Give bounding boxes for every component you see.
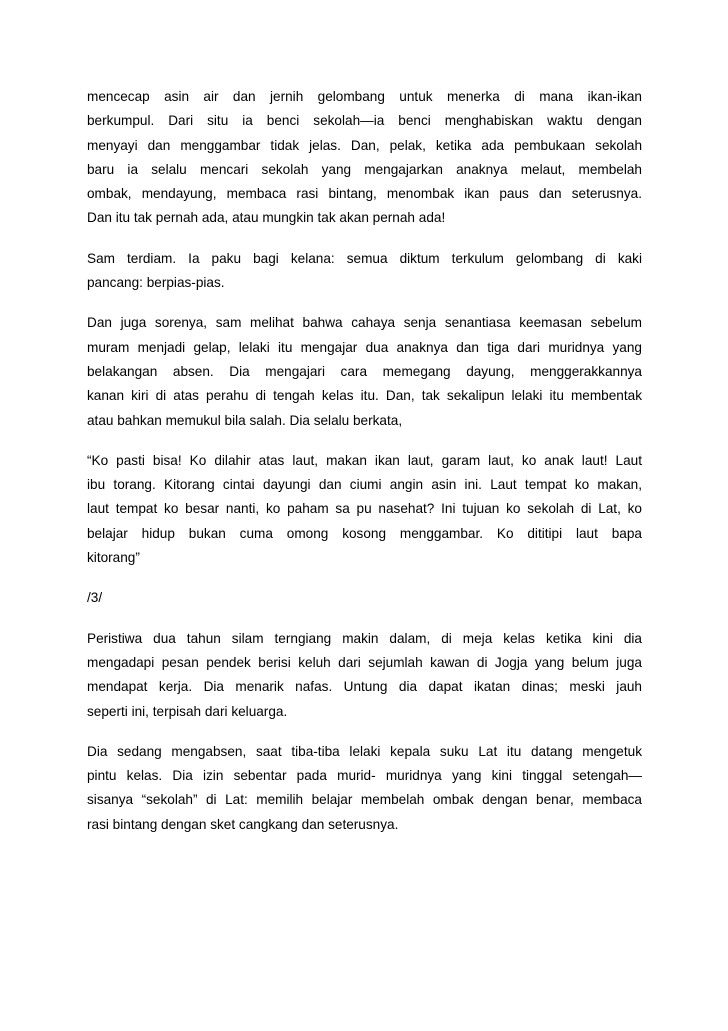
text-line: sisanya “sekolah” di Lat: memilih belajar membelah ombak dengan benar, membaca (87, 792, 642, 808)
text-line: kanan kiri di atas perahu di tengah kelas itu. Dan, tak sekalipun lelaki itu membentak (87, 388, 642, 404)
text-line: menyayi dan menggambar tidak jelas. Dan, pelak, ketika ada pembukaan sekolah (87, 137, 642, 153)
text-line: pancang: berpias-pias. (87, 275, 225, 291)
text-line: ombak, mendayung, membaca rasi bintang, menombak ikan paus dan seterusnya. (87, 186, 642, 202)
text-line: muram menjadi gelap, lelaki itu mengajar dua anaknya dan tiga dari muridnya yang (87, 339, 642, 355)
text-line: belajar hidup bukan cuma omong kosong menggambar. Ko dititipi laut bapa (87, 525, 642, 541)
text-line: Dia sedang mengabsen, saat tiba-tiba lelaki kepala suku Lat itu datang mengetuk (87, 743, 642, 759)
text-line: mencecap asin air dan jernih gelombang untuk menerka di mana ikan-ikan (87, 89, 642, 104)
text-line: berkumpul. Dari situ ia benci sekolah—ia benci menghabiskan waktu dengan (87, 113, 642, 129)
text-line: atau bahkan memukul bila salah. Dia selalu berkata, (87, 412, 403, 428)
paragraph-3 (87, 311, 642, 432)
text-line: mendapat kerja. Dia menarik nafas. Untung dia dapat ikatan dinas; meski jauh (87, 679, 642, 695)
text-line: baru ia selalu mencari sekolah yang mengajarkan anaknya melaut, membelah (87, 161, 642, 177)
paragraph-6 (87, 740, 642, 837)
text-line: Sam terdiam. Ia paku bagi kelana: semua diktum terkulum gelombang di kaki (87, 250, 642, 266)
text-line: pintu kelas. Dia izin sebentar pada murid- muridnya yang kini tinggal setengah— (87, 768, 642, 784)
text-line: rasi bintang dengan sket cangkang dan seterusnya. (87, 816, 399, 832)
text-line: mengadapi pesan pendek berisi keluh dari sejumlah kawan di Jogja yang belum juga (87, 654, 642, 670)
text-line: “Ko pasti bisa! Ko dilahir atas laut, makan ikan laut, garam laut, ko anak laut! Laut (87, 452, 642, 468)
paragraph-5 (87, 627, 642, 724)
text-line: Dan juga sorenya, sam melihat bahwa cahaya senja senantiasa keemasan sebelum (87, 315, 642, 331)
paragraph-4-quote (87, 449, 642, 570)
document-page (87, 85, 642, 853)
text-line: seperti ini, terpisah dari keluarga. (87, 703, 288, 719)
section-marker: /3/ (87, 590, 103, 606)
text-line: Peristiwa dua tahun silam terngiang makin dalam, di meja kelas ketika kini dia (87, 630, 642, 646)
text-line: laut tempat ko besar nanti, ko paham sa pu nasehat? Ini tujuan ko sekolah di Lat, ko (87, 501, 642, 517)
text-line: ibu torang. Kitorang cintai dayungi dan ciumi angin asin ini. Laut tempat ko makan, (87, 477, 642, 493)
paragraph-1 (87, 85, 642, 231)
text-line: belakangan absen. Dia mengajari cara memegang dayung, menggerakkannya (87, 363, 642, 379)
text-line: Dan itu tak pernah ada, atau mungkin tak akan pernah ada! (87, 210, 446, 226)
paragraph-2 (87, 247, 642, 296)
text-line: kitorang” (87, 550, 140, 566)
